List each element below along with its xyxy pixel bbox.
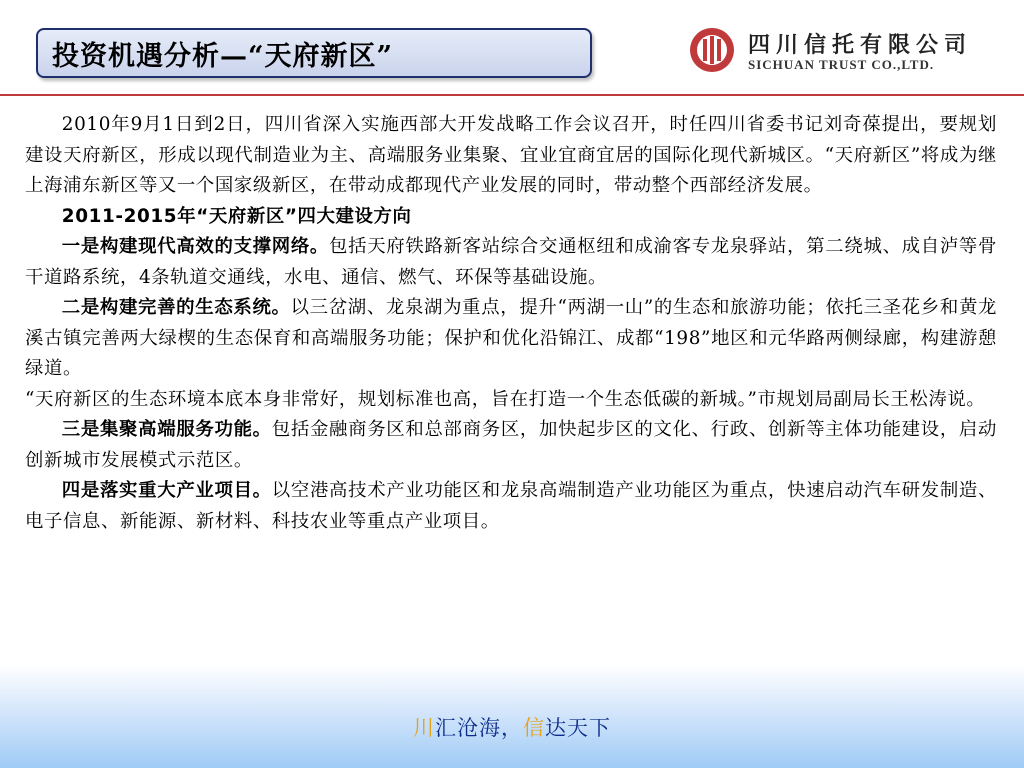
item4-body: 以空港高技术产业功能区和龙泉高端制造产业功能区为重点，快速启动汽车研发制造、电子信息、新能源、新材料、科技农业等重点产业项目。 [25, 480, 997, 532]
article-body [25, 110, 997, 537]
footer-slogan [0, 712, 1024, 742]
item3-body: 包括金融商务区和总部商务区，加快起步区的文化、行政、创新等主体功能建设，启动创新城市发展模式示范区。 [25, 419, 997, 471]
title-banner [36, 28, 592, 78]
slogan-part4: 达天下 [545, 716, 611, 740]
header-divider [0, 94, 1024, 96]
item3-lead: 三是集聚高端服务功能。 [61, 419, 272, 440]
slogan-part2: 汇沧海， [435, 716, 523, 740]
slogan-part1: 川 [413, 716, 435, 740]
item2-paragraph [25, 293, 997, 385]
logo-name-en: SICHUAN TRUST CO.,LTD. [748, 57, 935, 72]
company-logo [688, 26, 1008, 76]
logo-name-cn: 四川信托有限公司 [748, 33, 973, 58]
slogan-part3: 信 [523, 716, 545, 740]
item2-body: 以三岔湖、龙泉湖为重点，提升“两湖一山”的生态和旅游功能；依托三圣花乡和黄龙溪古镇完善两大绿楔的生态保育和高端服务功能；保护和优化沿锦江、成都“198”地区和元华路两侧绿廊，构建游憩绿道。 [25, 297, 997, 379]
item1-body: 包括天府铁路新客站综合交通枢纽和成渝客专龙泉驿站，第二绕城、成自泸等骨干道路系统，4条轨道交通线，水电、通信、燃气、环保等基础设施。 [25, 236, 997, 288]
item2-lead: 二是构建完善的生态系统。 [61, 297, 291, 318]
sichuan-trust-logo-icon [688, 26, 736, 74]
item1-lead: 一是构建现代高效的支撑网络。 [61, 236, 330, 257]
item4-lead: 四是落实重大产业项目。 [61, 480, 272, 501]
intro-paragraph: 2010年9月1日到2日，四川省深入实施西部大开发战略工作会议召开，时任四川省委书记刘奇葆提出，要规划建设天府新区，形成以现代制造业为主、高端服务业集聚、宜业宜商宜居的国际化现代新城区。“天府新区”将成为继上海浦东新区等又一个国家级新区，在带动成都现代产业发展的同时，带动整个西部经济发展。 [25, 114, 997, 196]
item3-paragraph [25, 415, 997, 476]
section-subheading: 2011-2015年“天府新区”四大建设方向 [61, 205, 412, 227]
item4-paragraph [25, 476, 997, 537]
quote-paragraph: “天府新区的生态环境本底本身非常好，规划标准也高，旨在打造一个生态低碳的新城。”市规划局副局长王松涛说。 [25, 388, 986, 410]
page-title: 投资机遇分析—“天府新区” [52, 40, 394, 72]
item1-paragraph [25, 232, 997, 293]
